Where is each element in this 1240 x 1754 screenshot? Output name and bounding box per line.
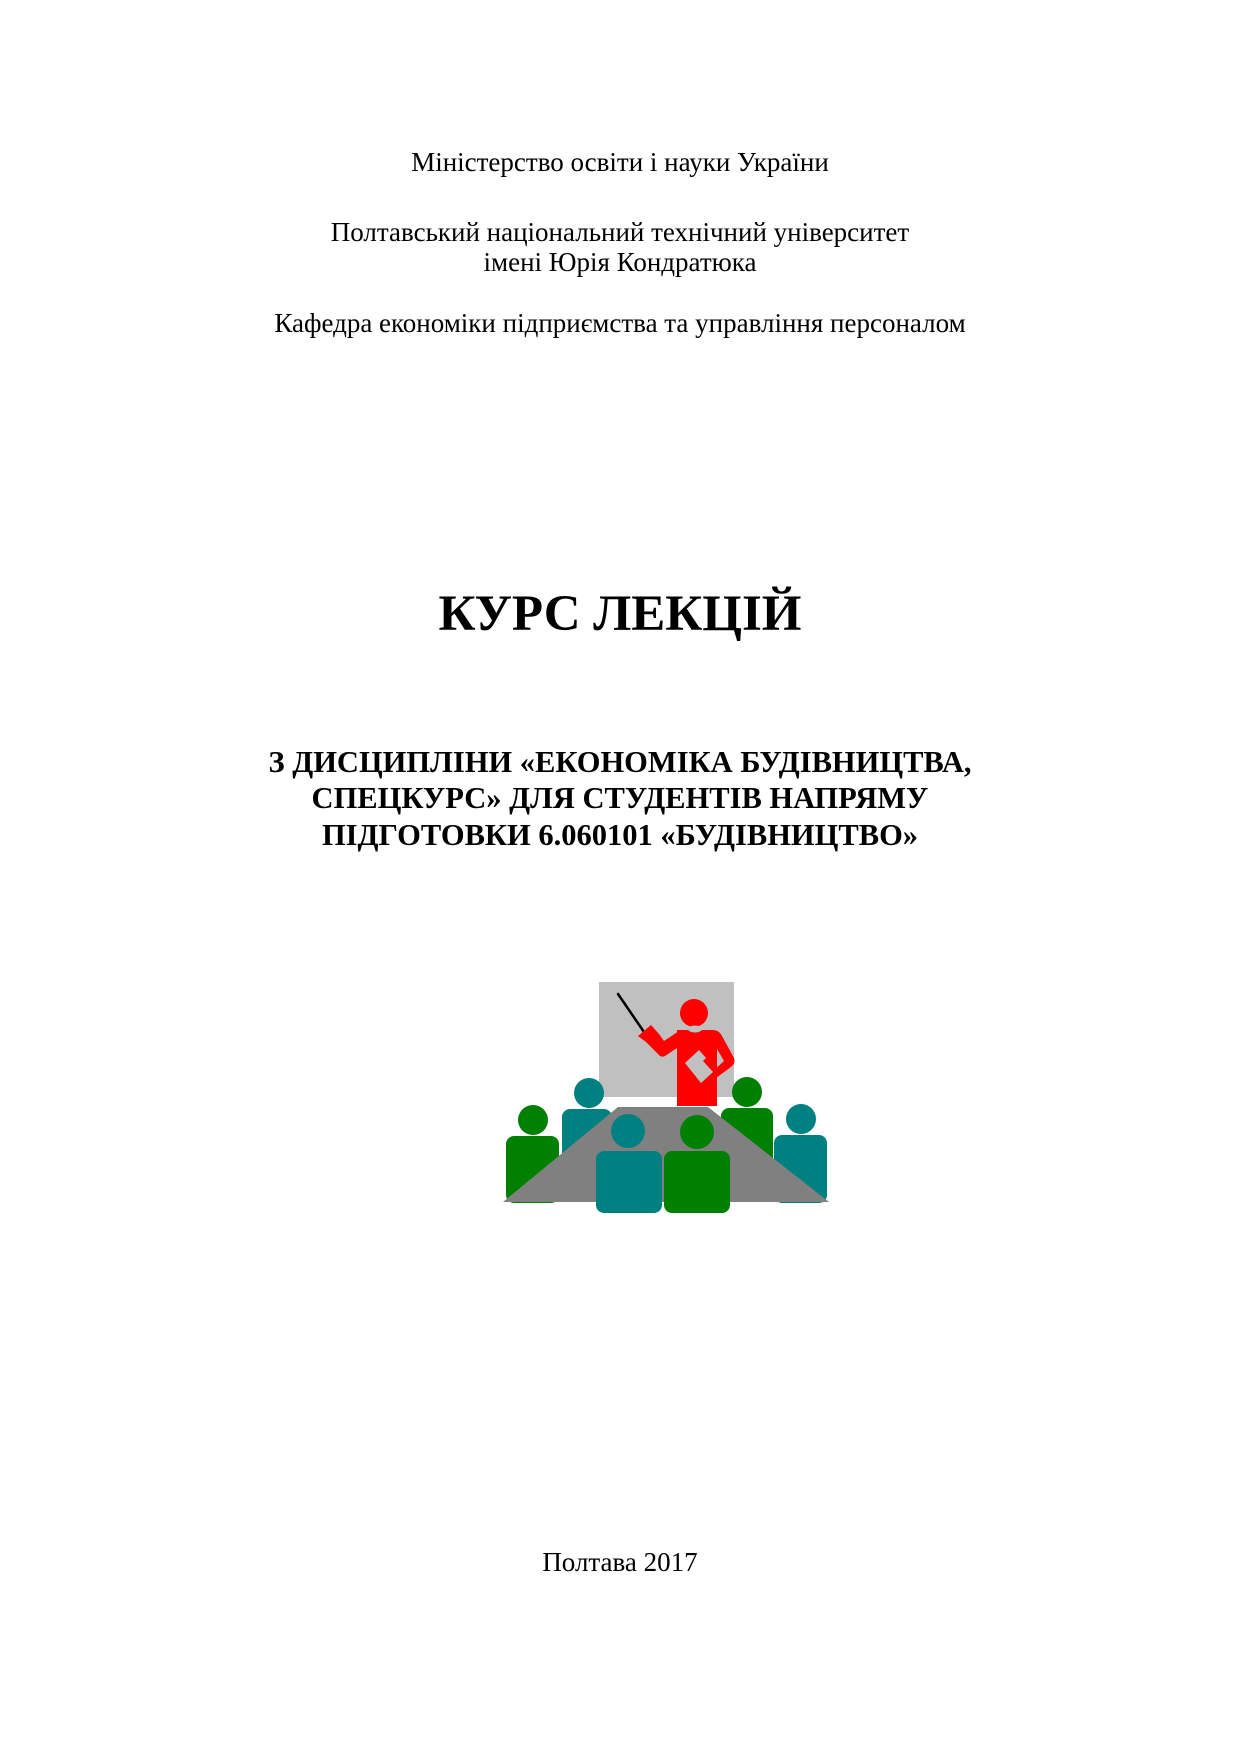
ministry-name: Міністерство освіти і науки України: [411, 147, 829, 177]
document-title: КУРС ЛЕКЦІЙ: [438, 586, 802, 642]
university-name-line2: імені Юрія Кондратюка: [483, 247, 757, 277]
subtitle-line: ПІДГОТОВКИ 6.060101 «БУДІВНИЦТВО»: [321, 818, 919, 852]
department-name: Кафедра економіки підприємства та управління персоналом: [274, 308, 966, 338]
place-and-year: Полтава 2017: [542, 1547, 698, 1577]
subtitle-line: З ДИСЦИПЛІНИ «ЕКОНОМІКА БУДІВНИЦТВА,: [268, 745, 972, 779]
university-name-line1: Полтавський національний технічний університет: [330, 217, 910, 247]
subtitle-line: СПЕЦКУРС» ДЛЯ СТУДЕНТІВ НАПРЯМУ: [311, 781, 929, 815]
lecture-presentation-icon: [490, 970, 840, 1220]
